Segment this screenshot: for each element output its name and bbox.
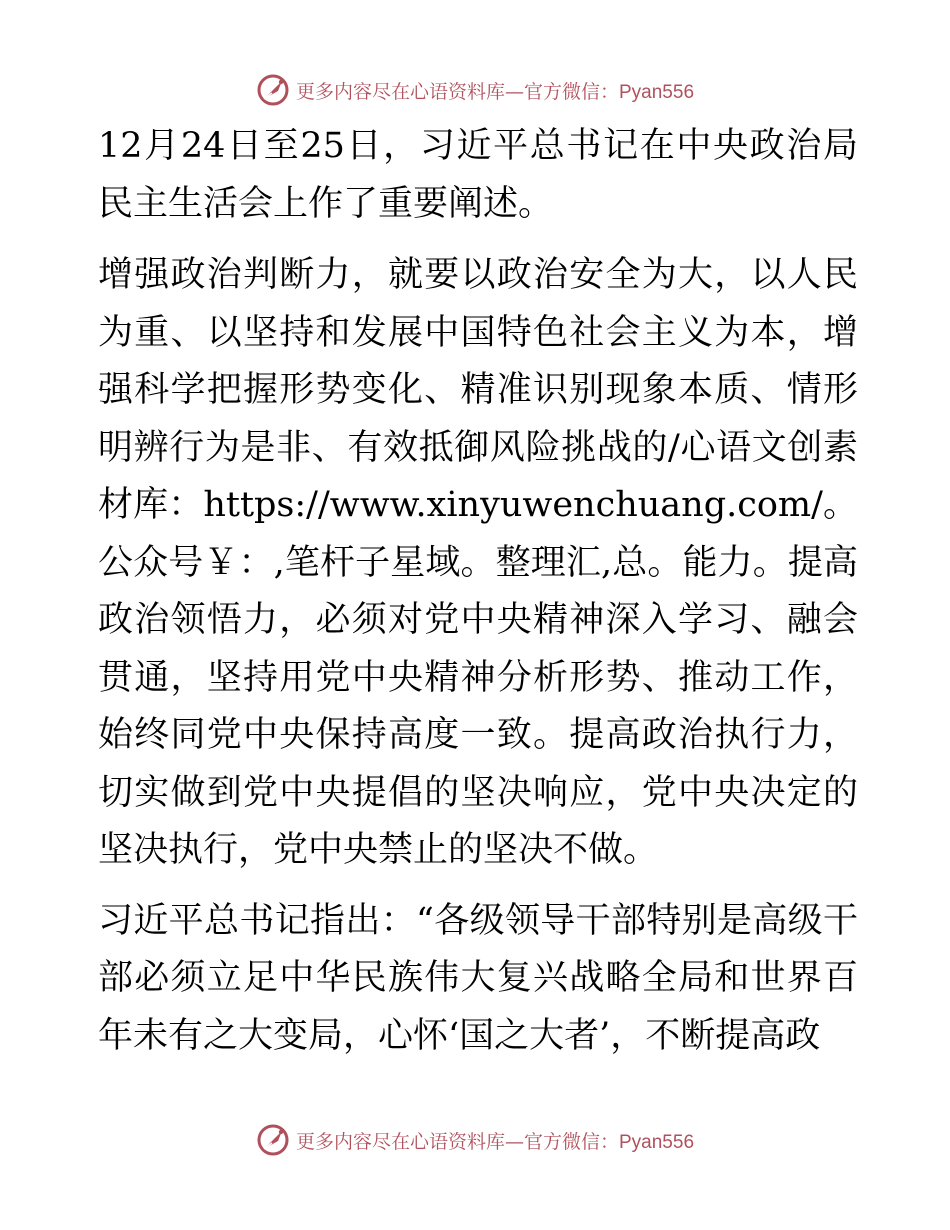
quill-pen-logo-icon bbox=[256, 1123, 290, 1157]
footer-banner bbox=[0, 1122, 950, 1158]
header-banner bbox=[0, 72, 950, 108]
footer-banner-separator: — bbox=[504, 1130, 524, 1153]
paragraph-2: 增强政治判断力，就要以政治安全为大，以人民为重、以坚持和发展中国特色社会主义为本，增强科学把握形势变化、精准识别现象本质、情形明辨行为是非、有效抵御风险挑战的/心语文创素材库：https://www.xinyuwenchuang.com/。公众号￥：,笔杆子星域。整理汇,总。能力。提高政治领悟力，必须对党中央精神深入学习、融会贯通，坚持用党中央精神分析形势、推动工作，始终同党中央保持高度一致。提高政治执行力，切实做到党中央提倡的坚决响应，党中央决定的坚决执行，党中央禁止的坚决不做。 bbox=[98, 255, 858, 870]
footer-banner-id: Pyan556 bbox=[619, 1131, 695, 1153]
header-banner-inner bbox=[256, 73, 694, 107]
footer-banner-inner bbox=[256, 1123, 694, 1157]
header-banner-id: Pyan556 bbox=[619, 81, 695, 103]
paragraph-1: 12月24日至25日，习近平总书记在中央政治局民主生活会上作了重要阐述。 bbox=[98, 126, 858, 224]
header-banner-separator: — bbox=[504, 80, 524, 103]
paragraph-3: 习近平总书记指出：“各级领导干部特别是高级干部必须立足中华民族伟大复兴战略全局和世界百年未有之大变局，心怀‘国之大者’，不断提高政 bbox=[98, 900, 858, 1056]
header-banner-wechat: 官方微信： bbox=[523, 80, 619, 103]
document-body bbox=[98, 118, 858, 1065]
quill-pen-logo-icon bbox=[256, 73, 290, 107]
footer-banner-main: 更多内容尽在心语资料库 bbox=[295, 1130, 505, 1153]
header-banner-main: 更多内容尽在心语资料库 bbox=[295, 80, 505, 103]
header-banner-text bbox=[296, 77, 694, 104]
footer-banner-text bbox=[296, 1127, 694, 1154]
footer-banner-wechat: 官方微信： bbox=[523, 1130, 619, 1153]
